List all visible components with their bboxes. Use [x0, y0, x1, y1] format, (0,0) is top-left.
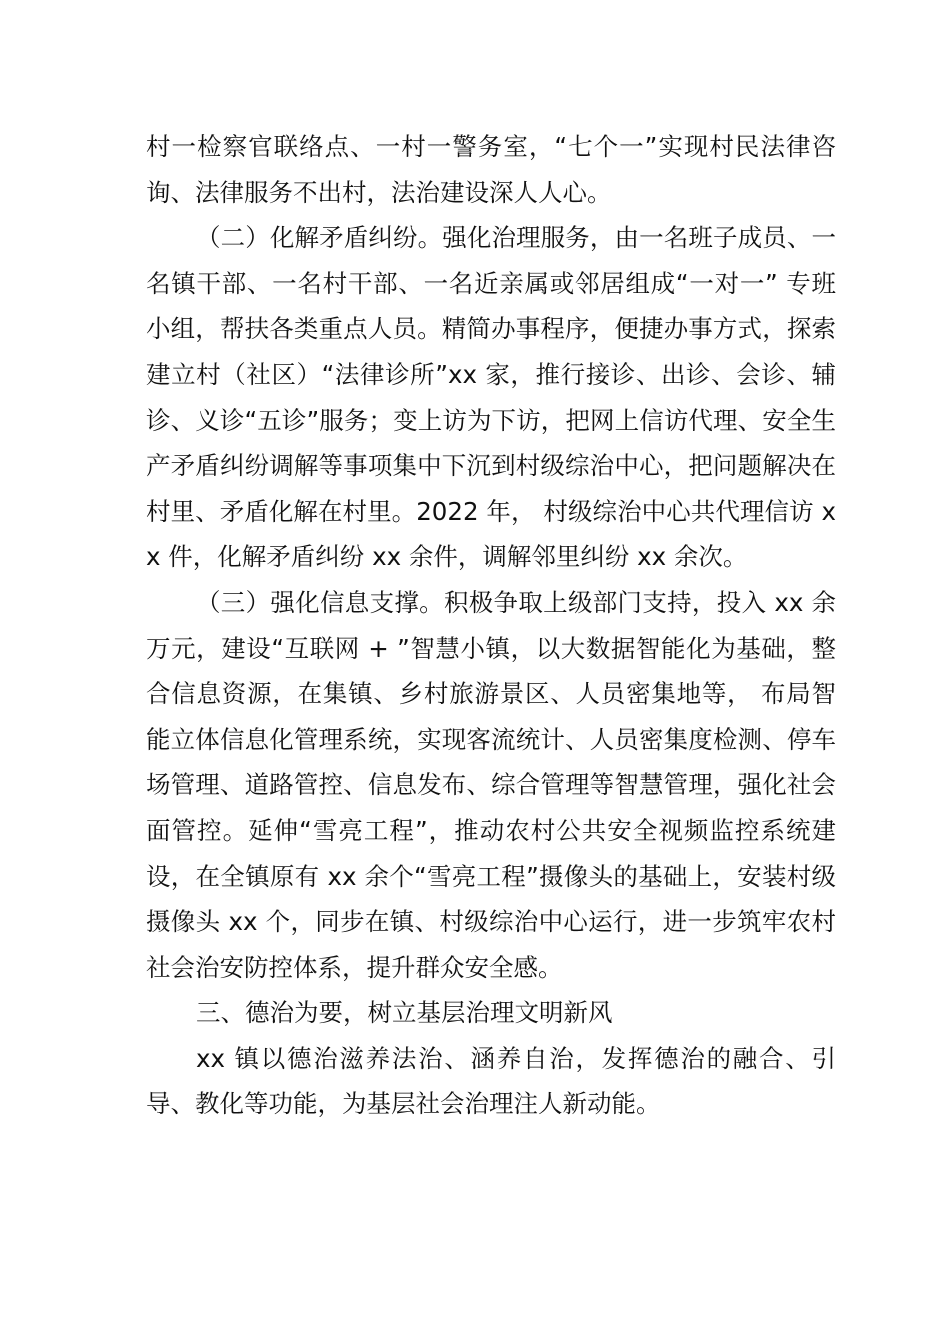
paragraph-moral-governance-intro: xx 镇以德治滋养法治、涵养自治，发挥德治的融合、引导、教化等功能，为基层社会治理注人新动能。	[146, 1043, 836, 1119]
paragraph-continuation: 村一检察官联络点、一村一警务室，“七个一”实现村民法律咨询、法律服务不出村，法治建设深人人心。	[146, 132, 836, 207]
paragraph-resolve-disputes: （二）化解矛盾纠纷。强化治理服务，由一名班子成员、一名镇干部、一名村干部、一名近亲属或邻居组成“一对一” 专班小组，帮扶各类重点人员。精简办事程序，便捷办事方式，探索建立村（社区）“法律诊所”xx 家，推行接诊、出诊、会诊、辅诊、义诊“五诊”服务；变上访为下访，把网上信访代理、安全生产矛盾纠纷调解等事项集中下沉到村级综治中心，把问题解决在村里、矛盾化解在村里。2022 年， 村级综治中心共代理信访 xx 件，化解矛盾纠纷 xx 余件，调解邻里纠纷 xx 余次。	[146, 223, 836, 572]
section-heading-moral-governance: 三、德治为要，树立基层治理文明新风	[196, 998, 613, 1028]
paragraph-information-support: （三）强化信息支撑。积极争取上级部门支持，投入 xx 余万元，建设“互联网 + ”智慧小镇，以大数据智能化为基础，整合信息资源，在集镇、乡村旅游景区、人员密集地等， 布局智能立体信息化管理系统，实现客流统计、人员密集度检测、停车场管理、道路管控、信息发布、综合管理等智慧管理，强化社会面管控。延伸“雪亮工程”，推动农村公共安全视频监控系统建设，在全镇原有 xx 余个“雪亮工程”摄像头的基础上，安装村级摄像头 xx 个，同步在镇、村级综治中心运行，进一步筑牢农村社会治安防控体系，提升群众安全感。	[146, 587, 836, 982]
document-page	[146, 124, 836, 1127]
